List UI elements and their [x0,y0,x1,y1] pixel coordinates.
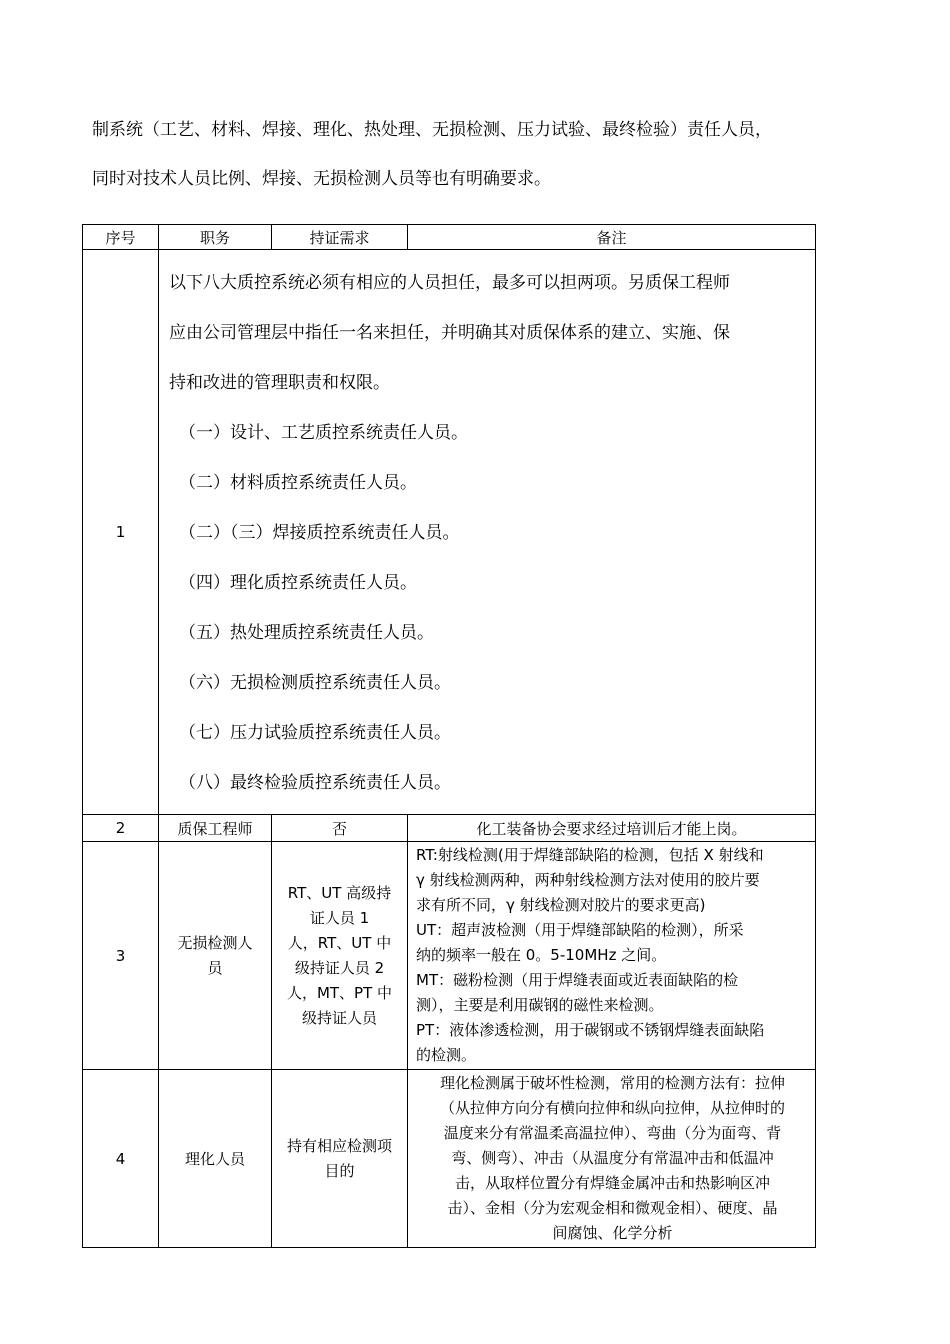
header-note: 备注 [408,225,816,250]
row3-note-line: 的检测。 [416,1046,477,1064]
row3-note-line: 求有所不同，γ 射线检测对胶片的要求更高) [416,896,706,914]
row3-note-line: UT：超声波检测（用于焊缝部缺陷的检测），所采 [416,921,744,939]
row2-cert: 否 [272,815,408,842]
row4-note-line: 理化检测属于破坏性检测，常用的检测方法有：拉伸 [439,1074,785,1092]
header-no: 序号 [83,225,159,250]
row3-cert-line: 级持证人员 2 [294,958,385,977]
row3-role-line: 员 [207,958,223,977]
row1-item: （五）热处理质控系统责任人员。 [179,623,434,643]
row3-cert-line: 证人员 1 [309,908,370,927]
row1-paragraph-line: 应由公司管理层中指任一名来担任，并明确其对质保体系的建立、实施、保 [169,323,730,343]
row3-cert [272,842,408,1070]
row4-note-line: 温度来分有常温柔高温拉伸）、弯曲（分为面弯、背 [443,1124,782,1142]
row4-note-line: 击，从取样位置分有焊缝金属冲击和热影响区冲 [454,1174,770,1192]
row1-item: （四）理化质控系统责任人员。 [179,573,417,593]
row3-role-line: 无损检测人 [177,933,253,952]
row4-cert-line: 目的 [324,1161,355,1180]
row3-role [159,842,272,1070]
row1-paragraph-line: 持和改进的管理职责和权限。 [169,373,390,393]
row3-cert-line: 级持证人员 [301,1008,377,1027]
row4-role: 理化人员 [159,1070,272,1248]
row3-cert-line: RT、UT 高级持 [287,883,392,902]
row4-note-line: 间腐蚀、化学分析 [552,1224,673,1242]
row1-paragraph-line: 以下八大质控系统必须有相应的人员担任，最多可以担两项。另质保工程师 [169,273,730,293]
intro-line-2: 同时对技术人员比例、焊接、无损检测人员等也有明确要求。 [92,169,551,189]
intro-line-1: 制系统（工艺、材料、焊接、理化、热处理、无损检测、压力试验、最终检验）责任人员， [92,120,772,140]
row3-note-line: 测），主要是利用碳钢的磁性来检测。 [416,996,664,1014]
header-role: 职务 [159,225,272,250]
row3-note-line: PT：液体渗透检测，用于碳钢或不锈钢焊缝表面缺陷 [416,1021,765,1039]
row3-note-line: γ 射线检测两种，两种射线检测方法对使用的胶片要 [416,871,760,889]
table-row [83,1070,816,1248]
row3-note-line: RT:射线检测(用于焊缝部缺陷的检测，包括 X 射线和 [416,846,764,864]
row3-cert-line: 人，MT、PT 中 [286,983,393,1002]
row3-note-line: 纳的频率一般在 0。5-10MHz 之间。 [416,946,667,964]
row1-content [159,250,816,815]
row1-item: （七）压力试验质控系统责任人员。 [179,723,451,743]
row2-no: 2 [83,815,159,842]
row4-note [408,1070,816,1248]
row2-role: 质保工程师 [159,815,272,842]
table-row [83,815,816,842]
row1-item: （八）最终检验质控系统责任人员。 [179,773,451,793]
row1-item: （二）（三）焊接质控系统责任人员。 [179,523,460,543]
row4-note-line: （从拉伸方向分有横向拉伸和纵向拉伸，从拉伸时的 [439,1099,785,1117]
row4-note-line: 击）、金相（分为宏观金相和微观金相）、硬度、晶 [447,1199,778,1217]
row4-cert [272,1070,408,1248]
row3-cert-line: 人，RT、UT 中 [287,933,392,952]
table-header-row [83,225,816,250]
row1-item: （二）材料质控系统责任人员。 [179,473,417,493]
row1-no: 1 [83,250,159,815]
personnel-table [82,224,816,1248]
table-row [83,250,816,815]
row1-item: （一）设计、工艺质控系统责任人员。 [179,423,468,443]
row3-note [408,842,816,1070]
row3-no: 3 [83,842,159,1070]
row4-cert-line: 持有相应检测项 [286,1136,392,1155]
table-row [83,842,816,1070]
row2-note: 化工装备协会要求经过培训后才能上岗。 [408,815,816,842]
row4-note-line: 弯、侧弯）、冲击（从温度分有常温冲击和低温冲 [451,1149,774,1167]
row4-no: 4 [83,1070,159,1248]
header-cert: 持证需求 [272,225,408,250]
row3-note-line: MT：磁粉检测（用于焊缝表面或近表面缺陷的检 [416,971,739,989]
row1-item: （六）无损检测质控系统责任人员。 [179,673,451,693]
